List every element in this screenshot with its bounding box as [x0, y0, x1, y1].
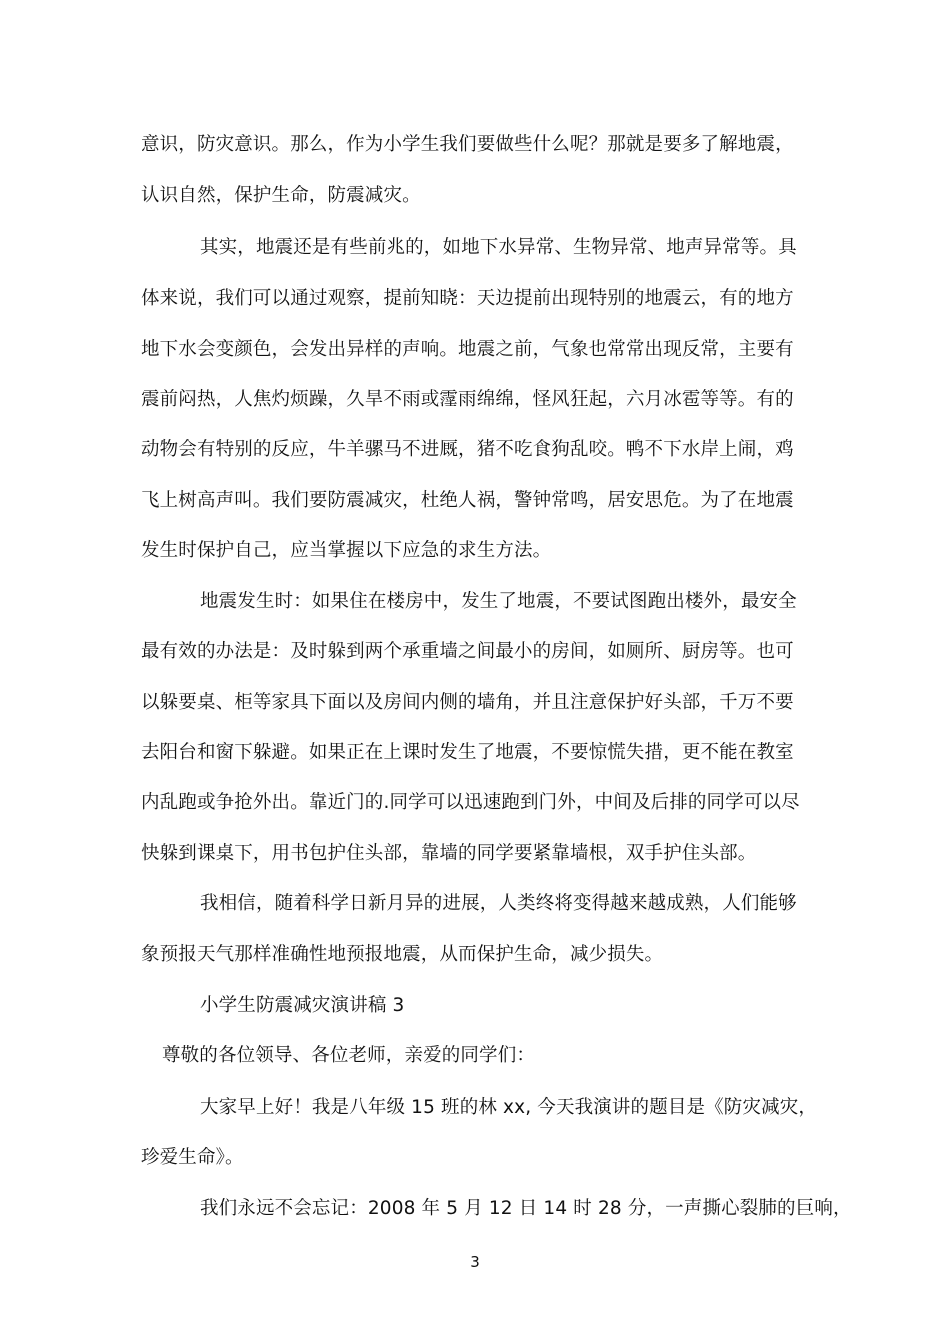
paragraph-line: 地震发生时：如果住在楼房中，发生了地震，不要试图跑出楼外，最安全 — [200, 591, 797, 612]
paragraph-line: 象预报天气那样准确性地预报地震，从而保护生命，减少损失。 — [141, 944, 664, 965]
page-number: 3 — [470, 1253, 480, 1271]
paragraph-line: 发生时保护自己，应当掌握以下应急的求生方法。 — [141, 540, 552, 561]
paragraph-line: 震前闷热，人焦灼烦躁，久旱不雨或霪雨绵绵，怪风狂起，六月冰雹等等。有的 — [141, 389, 794, 410]
paragraph-line: 飞上树高声叫。我们要防震减灾，杜绝人祸，警钟常鸣，居安思危。为了在地震 — [141, 490, 794, 511]
paragraph-line: 快躲到课桌下，用书包护住头部，靠墙的同学要紧靠墙根，双手护住头部。 — [141, 843, 757, 864]
salutation-line: 尊敬的各位领导、各位老师，亲爱的同学们： — [162, 1045, 536, 1066]
paragraph-line: 大家早上好！我是八年级 15 班的林 xx, 今天我演讲的题目是《防灾减灾， — [200, 1097, 818, 1118]
section-heading: 小学生防震减灾演讲稿 3 — [200, 995, 405, 1016]
paragraph-line: 我相信，随着科学日新月异的进展，人类终将变得越来越成熟，人们能够 — [200, 893, 797, 914]
paragraph-line: 地下水会变颜色，会发出异样的声响。地震之前，气象也常常出现反常，主要有 — [141, 339, 794, 360]
paragraph-line: 体来说，我们可以通过观察，提前知晓：天边提前出现特别的地震云，有的地方 — [141, 288, 794, 309]
paragraph-line: 其实，地震还是有些前兆的，如地下水异常、生物异常、地声异常等。具 — [200, 237, 797, 258]
paragraph-line: 内乱跑或争抢外出。靠近门的.同学可以迅速跑到门外，中间及后排的同学可以尽 — [141, 792, 800, 813]
paragraph-line: 以躲要桌、柜等家具下面以及房间内侧的墙角，并且注意保护好头部，千万不要 — [141, 692, 794, 713]
paragraph-line: 去阳台和窗下躲避。如果正在上课时发生了地震，不要惊慌失措，更不能在教室 — [141, 742, 794, 763]
paragraph-line: 动物会有特别的反应，牛羊骡马不进厩，猪不吃食狗乱咬。鸭不下水岸上闹，鸡 — [141, 439, 794, 460]
paragraph-line: 珍爱生命》。 — [141, 1147, 244, 1168]
paragraph-line: 意识，防灾意识。那么，作为小学生我们要做些什么呢？那就是要多了解地震， — [141, 134, 794, 155]
paragraph-line: 认识自然，保护生命，防震减灾。 — [141, 185, 421, 206]
paragraph-line: 我们永远不会忘记：2008 年 5 月 12 日 14 时 28 分，一声撕心裂肺的巨响， — [200, 1198, 852, 1219]
paragraph-line: 最有效的办法是：及时躲到两个承重墙之间最小的房间，如厕所、厨房等。也可 — [141, 641, 794, 662]
